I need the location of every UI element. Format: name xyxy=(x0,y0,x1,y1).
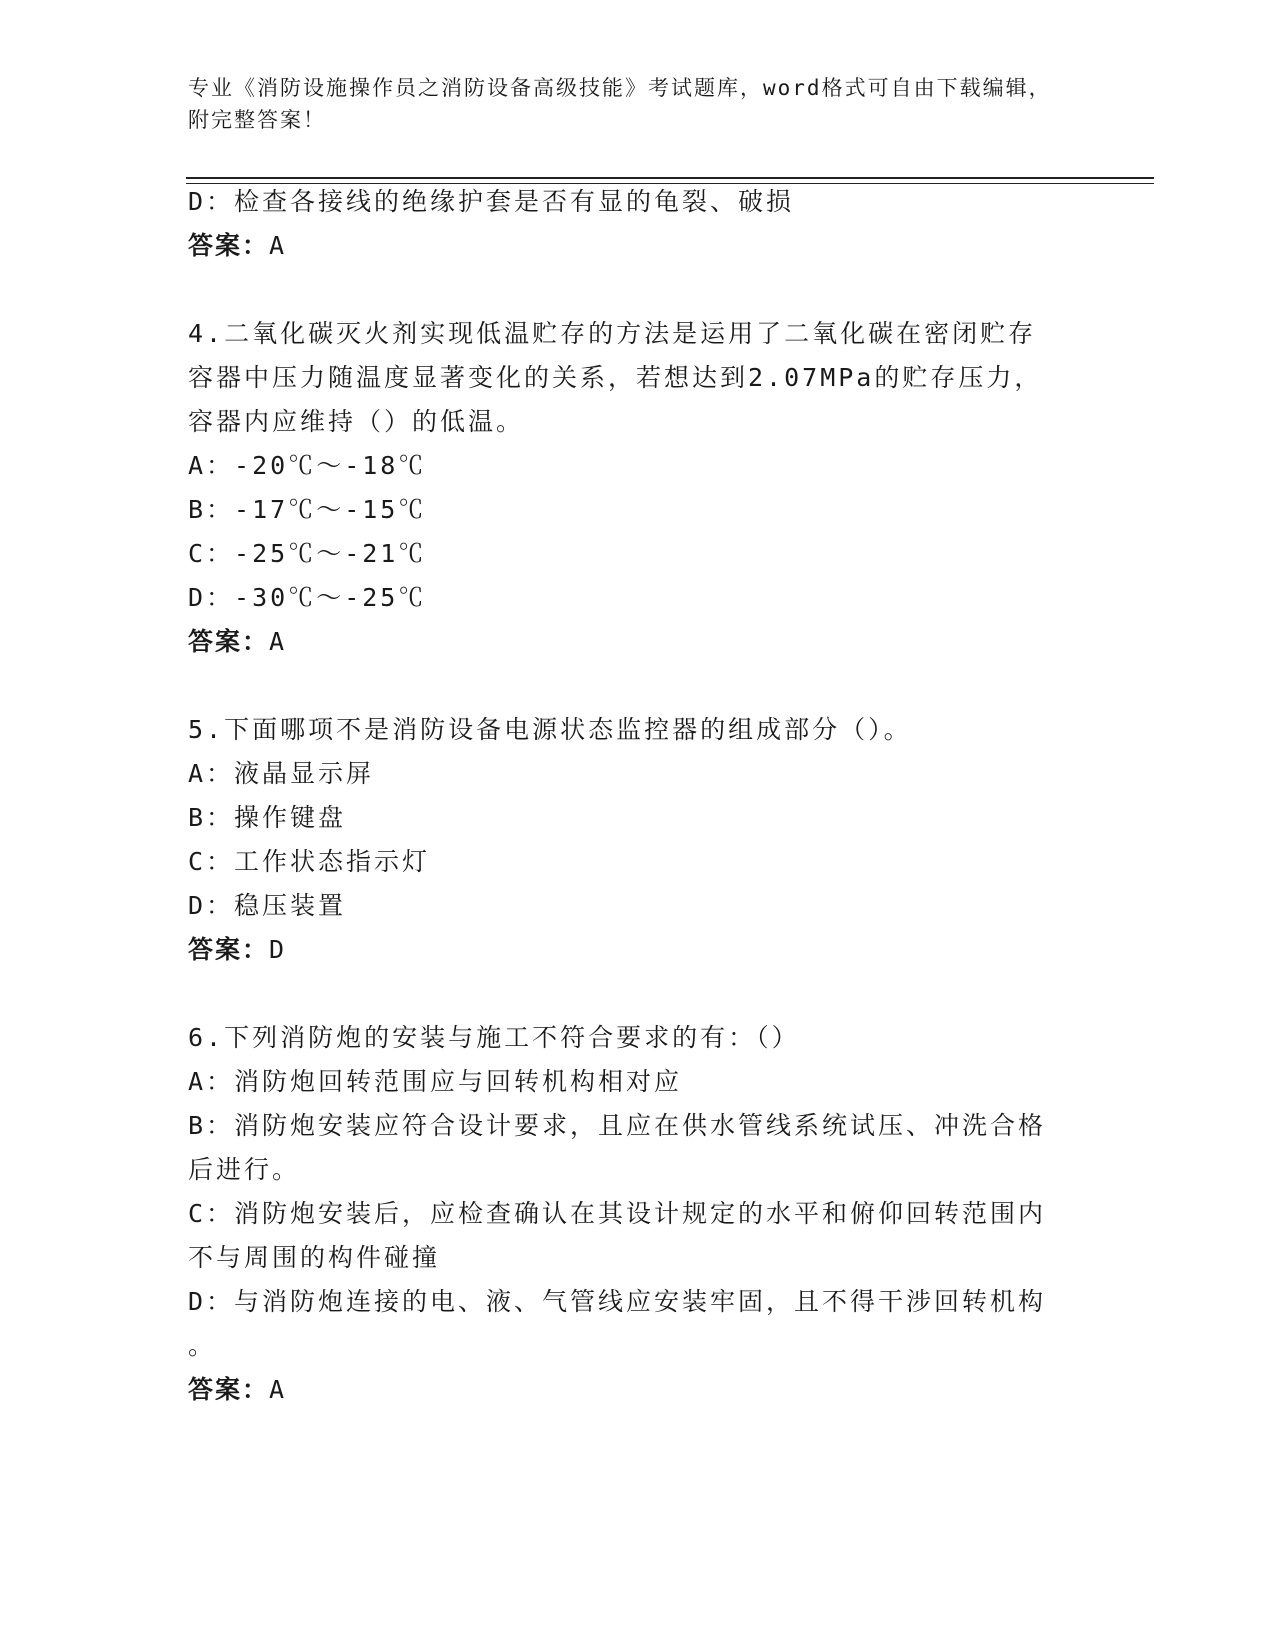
q4-option-d: D：-30℃～-25℃ xyxy=(188,583,427,612)
q6-option-b-line-2: 后进行。 xyxy=(188,1155,301,1184)
q6-stem: 6.下列消防炮的安装与施工不符合要求的有：（） xyxy=(188,1023,800,1052)
q3-option-d: D：检查各接线的绝缘护套是否有显的龟裂、破损 xyxy=(188,187,795,216)
answer-label: 答案： xyxy=(188,1375,270,1404)
header-rule-thin xyxy=(186,183,1154,184)
q4-option-b: B：-17℃～-15℃ xyxy=(188,495,427,524)
q6-option-d-line-2: 。 xyxy=(188,1331,217,1360)
answer-label: 答案： xyxy=(188,231,270,260)
q4-answer xyxy=(188,625,284,659)
q6-option-b-line-1: B：消防炮安装应符合设计要求，且应在供水管线系统试压、冲洗合格 xyxy=(188,1111,1047,1140)
answer-label: 答案： xyxy=(188,627,270,656)
header-rule-thick xyxy=(186,177,1154,179)
q4-stem-line-2: 容器中压力随温度显著变化的关系，若想达到2.07MPa的贮存压力， xyxy=(188,363,1043,392)
answer-value: A xyxy=(269,1375,285,1404)
q4-stem-line-3: 容器内应维持（）的低温。 xyxy=(188,407,525,436)
answer-value: A xyxy=(269,627,285,656)
answer-value: D xyxy=(269,935,285,964)
q4-option-a: A：-20℃～-18℃ xyxy=(188,451,427,480)
q6-option-a: A：消防炮回转范围应与回转机构相对应 xyxy=(188,1067,683,1096)
q5-stem: 5.下面哪项不是消防设备电源状态监控器的组成部分（）。 xyxy=(188,715,912,744)
q5-option-c: C：工作状态指示灯 xyxy=(188,847,431,876)
q5-answer xyxy=(188,933,284,967)
q6-option-c-line-2: 不与周围的构件碰撞 xyxy=(188,1243,441,1272)
document-header: 专业《消防设施操作员之消防设备高级技能》考试题库，word格式可自由下载编辑，附完整答案！ xyxy=(188,76,1052,132)
q5-option-a: A：液晶显示屏 xyxy=(188,759,375,788)
answer-label: 答案： xyxy=(188,935,270,964)
q4-stem-line-1: 4.二氧化碳灭火剂实现低温贮存的方法是运用了二氧化碳在密闭贮存 xyxy=(188,319,1037,348)
q6-option-d-line-1: D：与消防炮连接的电、液、气管线应安装牢固，且不得干涉回转机构 xyxy=(188,1287,1047,1316)
q6-option-c-line-1: C：消防炮安装后，应检查确认在其设计规定的水平和俯仰回转范围内 xyxy=(188,1199,1047,1228)
q5-option-b: B：操作键盘 xyxy=(188,803,347,832)
q3-answer xyxy=(188,229,284,263)
answer-value: A xyxy=(269,231,285,260)
q4-option-c: C：-25℃～-21℃ xyxy=(188,539,427,568)
q6-answer xyxy=(188,1373,284,1407)
q5-option-d: D：稳压装置 xyxy=(188,891,347,920)
